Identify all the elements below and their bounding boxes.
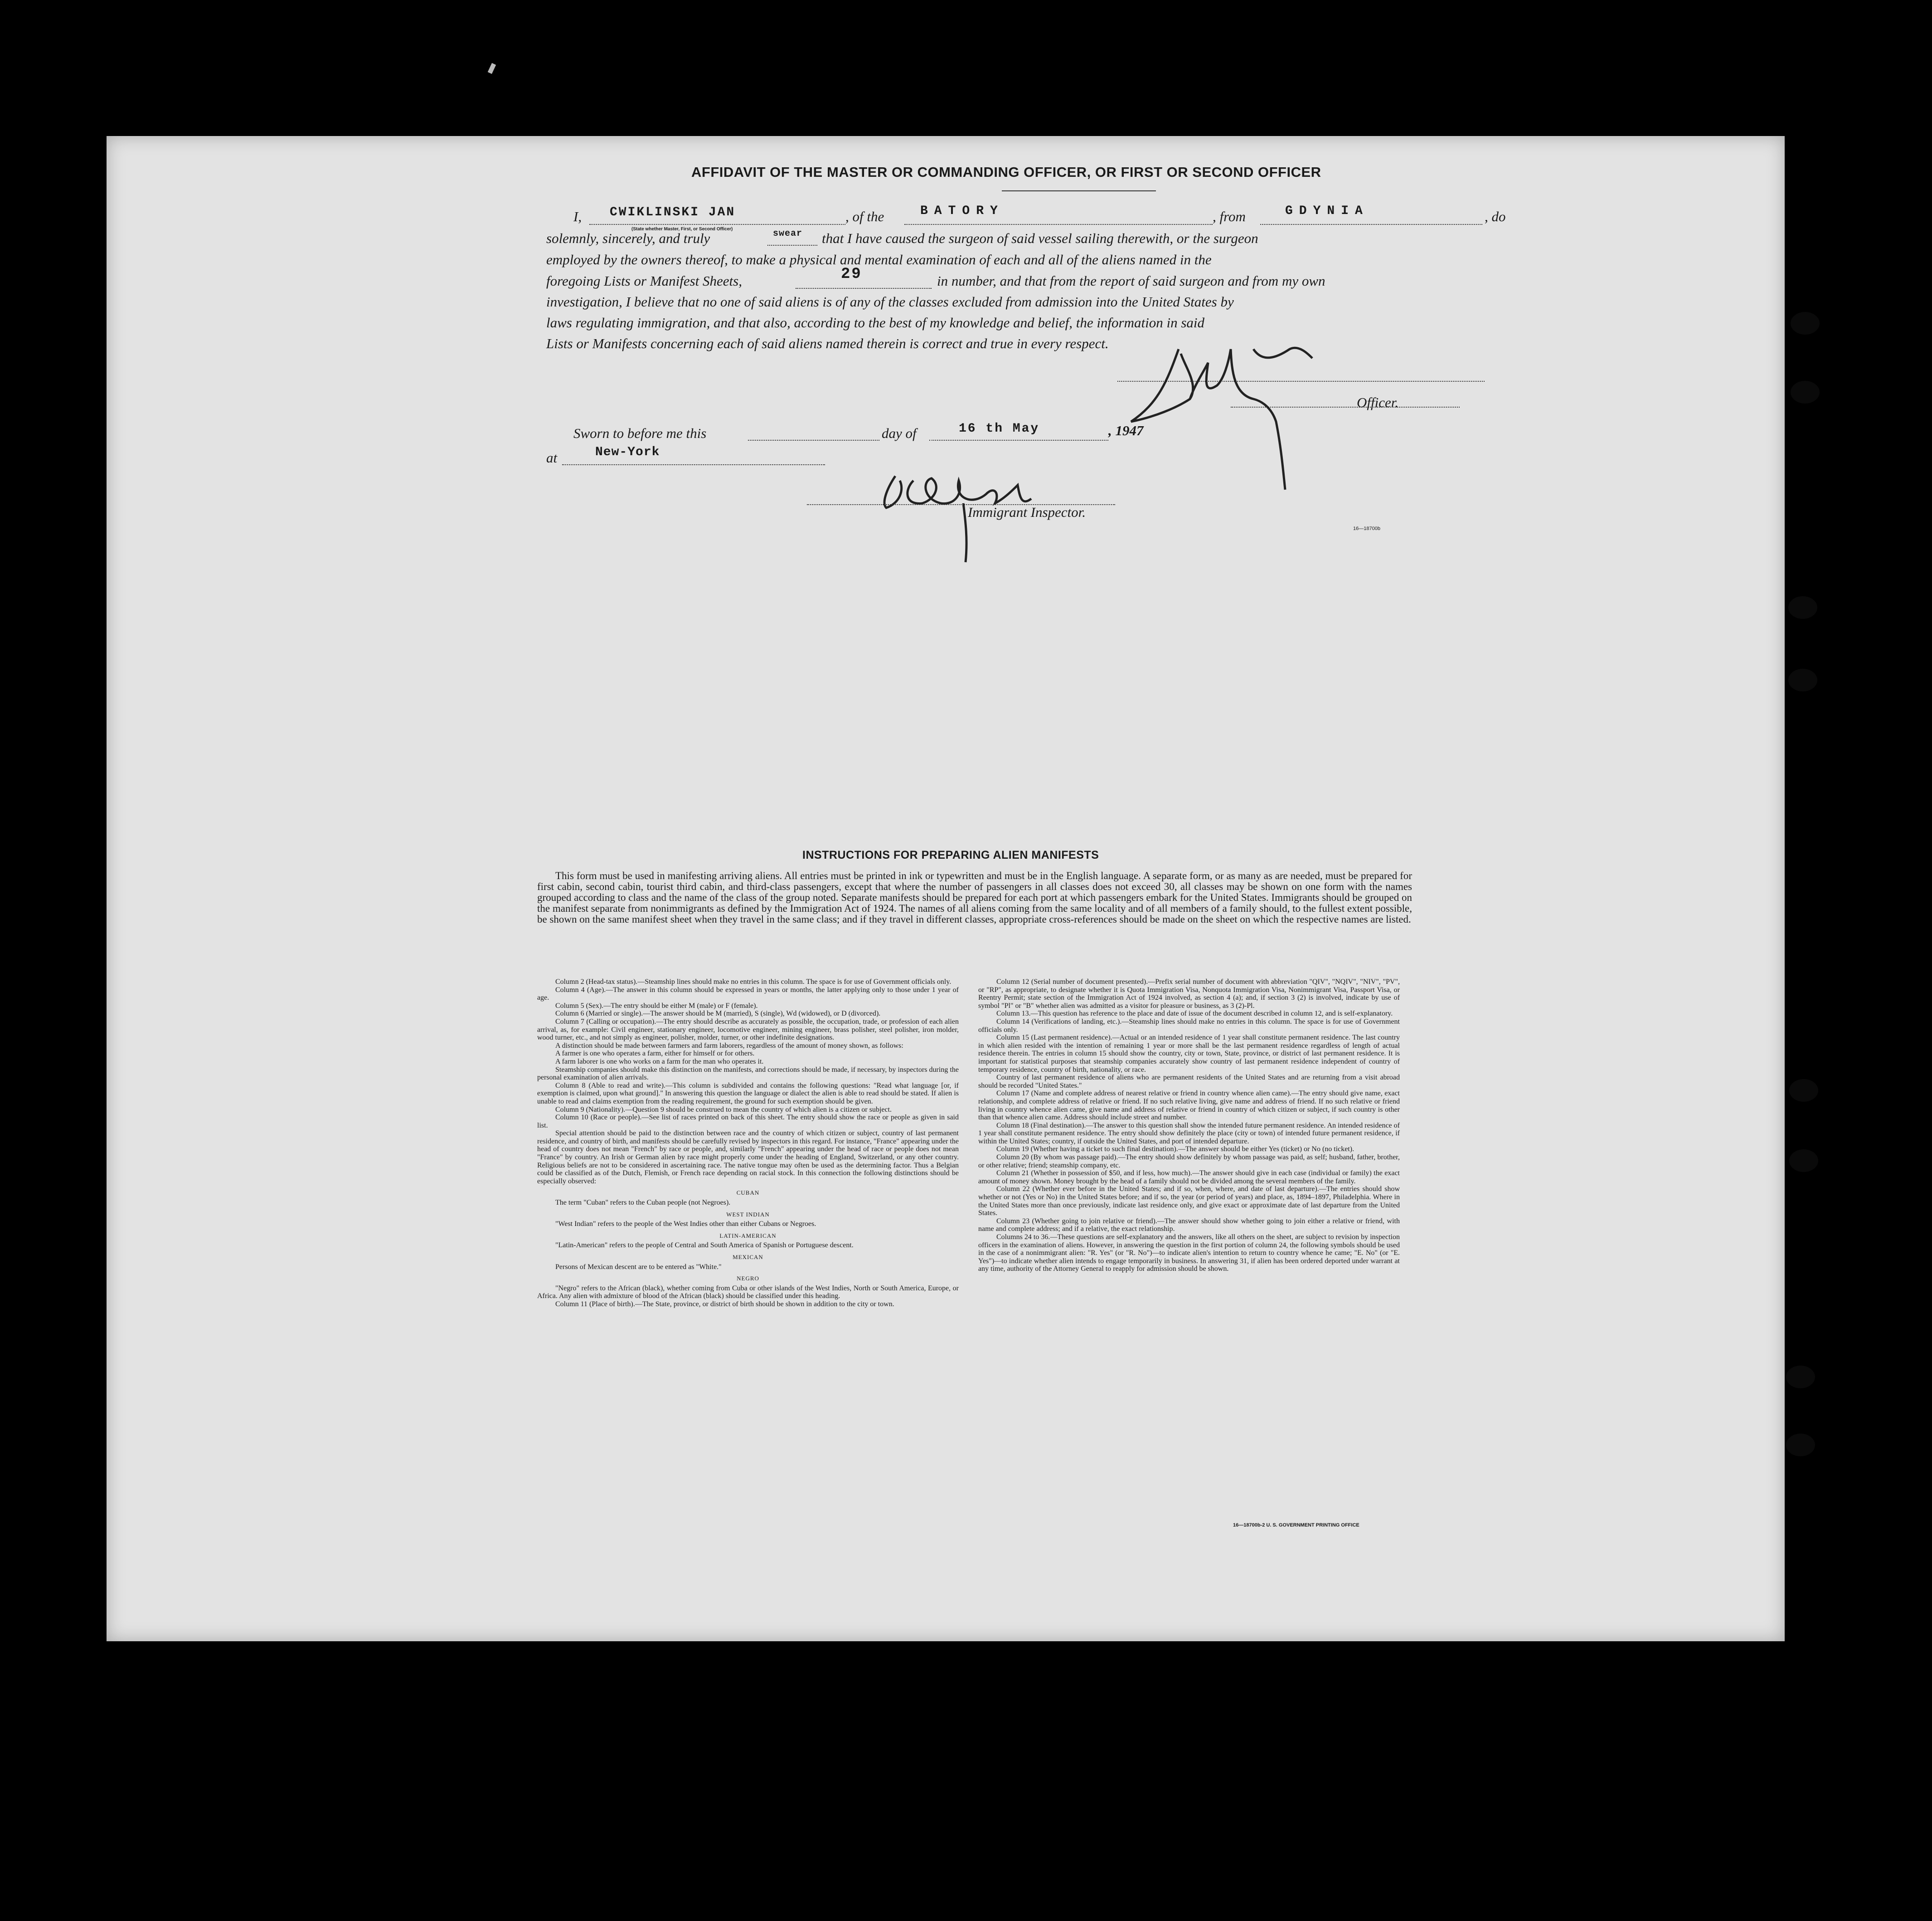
instruction-paragraph: Column 10 (Race or people).—See list of races printed on back of this sheet. The entry should show the race or people as given in said list. — [537, 1114, 959, 1129]
rank-note: (State whether Master, First, or Second Officer) — [631, 227, 733, 232]
port-line — [1260, 224, 1482, 225]
printing-office-footer: 16—18700b-2 U. S. GOVERNMENT PRINTING OFFICE — [1233, 1522, 1359, 1528]
negro-text: "Negro" refers to the African (black), whether coming from Cuba or other islands of the West Indies, North or South America, Europe, or Africa. Any alien with admixture of blood of the African (black) should be classified under this heading. — [537, 1284, 959, 1300]
instruction-paragraph: Column 23 (Whether going to join relative or friend).—The answer should show whether going to join either a relative or friend, with name and complete address; and if a relative, the exact relationship. — [978, 1217, 1400, 1233]
sworn-label: Sworn to before me this — [573, 425, 707, 441]
cuban-text: The term "Cuban" refers to the Cuban people (not Negroes). — [555, 1199, 731, 1207]
affidavit-line-4b: in number, and that from the report of said surgeon and from my own — [937, 273, 1325, 289]
instruction-paragraph: Column 5 (Sex).—The entry should be either M (male) or F (female). — [555, 1002, 758, 1010]
port-name: GDYNIA — [1285, 204, 1369, 218]
from-label: , from — [1213, 209, 1246, 224]
instruction-paragraph: Column 18 (Final destination).—The answer to this question shall show the intended future permanent residence. An intended residence of 1 year shall constitute permanent residence. The entry should show definitely the place (city or town) of intended future permanent residence, if within the United States; country, if outside the United States, and port of intended departure. — [978, 1121, 1400, 1145]
officer-name: CWIKLINSKI JAN — [610, 205, 736, 219]
date-line — [929, 440, 1108, 441]
affidavit-line-2a: solemnly, sincerely, and truly — [546, 230, 710, 246]
cuban-heading: CUBAN — [736, 1189, 760, 1196]
punch-hole — [1791, 312, 1820, 335]
mexican-heading: MEXICAN — [733, 1254, 763, 1260]
instruction-paragraph: Column 19 (Whether having a ticket to such final destination).—The answer should be either Yes (ticket) or No (no ticket). — [996, 1145, 1354, 1153]
instructions-right-column — [978, 978, 1400, 1273]
instruction-paragraph: A farm laborer is one who works on a farm for the man who operates it. — [555, 1057, 764, 1065]
vessel-name: BATORY — [920, 204, 1004, 218]
instruction-paragraph: A farmer is one who operates a farm, either for himself or for others. — [555, 1050, 755, 1058]
title-rule — [1002, 190, 1156, 191]
sworn-year: , 1947 — [1108, 423, 1144, 438]
place-line — [562, 464, 825, 465]
instruction-paragraph: Column 4 (Age).—The answer in this column should be expressed in years or months, the latter applying only to those under 1 year of age. — [537, 986, 959, 1002]
punch-hole — [1788, 669, 1817, 691]
inspector-label: Immigrant Inspector. — [968, 504, 1086, 520]
sworn-place: New-York — [595, 445, 660, 459]
affidavit-line-6: laws regulating immigration, and that also, according to the best of my knowledge and belief, the information in said — [546, 315, 1205, 331]
instructions-intro: This form must be used in manifesting arriving aliens. All entries must be printed in ink or typewritten and must be in the English language. A separate form, or as many as are needed, must be prepared for first cabin, second cabin, tourist third cabin, and third-class passengers, except that where the number of passengers in all classes does not exceed 30, all classes may be shown on one form with the names grouped according to class and the name of the class of the group noted. Separate manifests should be prepared for each port at which passengers embark for the United States. Immigrants should be grouped on the manifest separate from nonimmigrants as defined by the Immigration Act of 1924. The names of all aliens coming from the same locality and of all members of a family should, to the fullest extent possible, be shown on the same manifest sheet when they travel in the same class; and if they travel in different classes, appropriate cross-references should be made on the sheet on which the respective names are listed. — [537, 870, 1412, 925]
instruction-paragraph: Column 13.—This question has reference to the place and date of issue of the document described in column 12, and is self-explanatory. — [996, 1010, 1393, 1018]
instruction-paragraph: Column 12 (Serial number of document presented).—Prefix serial number of document with abbreviation "QIV", "NQIV", "NIV", "PV", or "RP", as appropriate, to designate whether it is Quota Immigration Visa, Nonquota Immigration Visa, Nonimmigrant Visa, Passport Visa, or Reentry Permit; state section of the Immigration Act of 1924 involved, as section 4 (a); and, if section 3 (2) is involved, indicate by use of symbol "Pl" or "B" whether alien was admitted as a visitor for pleasure or business, as 3 (2)-Pl. — [978, 978, 1400, 1010]
i-label: I, — [573, 209, 582, 224]
instruction-paragraph: Columns 24 to 36.—These questions are self-explanatory and the answers, like all others on the sheet, are subject to revision by inspection officers in the examination of aliens. However, in answering the question in the first portion of column 24, the following symbols should be used in the case of a nonimmigrant alien: "R. Yes" (or "R. No")—to indicate alien's intention to return to country whence he came; "E. No" (or "E. Yes")—to indicate whether alien intends to engage temporarily in business. In answering 31, if alien has been ordered deported under warrant at any time, authority of the Attorney General to reapply for admission should be shown. — [978, 1233, 1400, 1273]
officer-label: Officer. — [1357, 394, 1399, 410]
punch-hole — [1789, 1079, 1818, 1102]
vessel-line — [904, 224, 1213, 225]
at-label: at — [546, 450, 558, 466]
affidavit-line-5: investigation, I believe that no one of said aliens is of any of the classes excluded from admission into the United States by — [546, 294, 1234, 310]
column-11-text: Column 11 (Place of birth).—The State, province, or district of birth should be shown in addition to the city or town. — [555, 1300, 894, 1308]
of-the-label: , of the — [845, 209, 884, 224]
swear-word: swear — [773, 229, 803, 239]
instruction-paragraph: Column 7 (Calling or occupation).—The entry should describe as accurately as possible, the occupation, trade, or profession of each alien arrival, as, for example: Civil engineer, stationary engineer, locomotive engineer, mining engineer, brass polisher, steel polisher, iron molder, wood turner, etc., and not simply as engineer, polisher, molder, turner, or other indefinite designations. — [537, 1017, 959, 1042]
swear-line — [767, 245, 817, 246]
negro-heading: NEGRO — [737, 1275, 759, 1282]
punch-hole — [1786, 1366, 1815, 1388]
punch-hole — [1791, 381, 1820, 404]
instruction-paragraph: Column 20 (By whom was passage paid).—The entry should show definitely by whom passage was paid, as self; husband, father, brother, or other relative; friend; steamship company, etc. — [978, 1153, 1400, 1169]
instruction-paragraph: Column 14 (Verifications of landing, etc.).—Steamship lines should make no entries in this column. The space is for use of Government officials only. — [978, 1017, 1400, 1034]
punch-hole — [1786, 1434, 1815, 1456]
affidavit-line-4a: foregoing Lists or Manifest Sheets, — [546, 273, 742, 289]
instruction-paragraph: Column 6 (Married or single).—The answer should be M (married), S (single), Wd (widowed), or D (divorced). — [555, 1010, 881, 1018]
instruction-paragraph: A distinction should be made between farmers and farm laborers, regardless of the amount of money shown, as follows: — [555, 1041, 903, 1050]
sworn-day-line — [748, 440, 879, 441]
do-label: , do — [1485, 209, 1506, 224]
instruction-paragraph: Column 2 (Head-tax status).—Steamship lines should make no entries in this column. The space is for use of Government officials only. — [555, 978, 951, 986]
instruction-paragraph: Column 8 (Able to read and write).—This column is subdivided and contains the following questions: "Read what language [or, if exemption is claimed, upon what ground]." In answering this question the language or dialect the alien is able to read should be stated. If alien is unable to read and claims exemption from the reading requirement, the ground for such exemption should be given. — [537, 1081, 959, 1105]
form-number: 16—18700b — [1353, 526, 1380, 531]
punch-hole — [1789, 1149, 1818, 1172]
latin-american-heading: LATIN-AMERICAN — [719, 1232, 777, 1239]
instructions-title: INSTRUCTIONS FOR PREPARING ALIEN MANIFESTS — [802, 849, 1099, 861]
affidavit-line-2b: that I have caused the surgeon of said vessel sailing therewith, or the surgeon — [822, 230, 1258, 246]
instruction-paragraph: Column 21 (Whether in possession of $50, and if less, how much).—The answer should give in each case (individual or family) the exact amount of money shown. Money brought by the head of a family should not be divided among the several members of the family. — [978, 1169, 1400, 1185]
west-indian-text: "West Indian" refers to the people of the West Indies other than either Cubans or Negroes. — [555, 1220, 816, 1228]
officer-name-line — [589, 224, 845, 225]
west-indian-heading: WEST INDIAN — [726, 1211, 770, 1218]
sworn-date: 16 th May — [959, 422, 1040, 436]
instruction-paragraph: Column 17 (Name and complete address of nearest relative or friend in country whence alien came).—The entry should give name, exact relationship, and complete address of relative or friend. If no such relative living, give name and address of friend. If no such relative or friend living in country whence alien came, give name and address of relative or friend in country of which citizen or subject, if such country is other than that whence alien came. Address should include street and number. — [978, 1089, 1400, 1122]
officer-signature — [1126, 331, 1317, 496]
film-speck — [488, 63, 496, 74]
sheets-number: 29 — [841, 266, 862, 283]
mexican-text: Persons of Mexican descent are to be entered as "White." — [555, 1263, 722, 1271]
instruction-paragraph: Special attention should be paid to the distinction between race and the country of which citizen or subject, country of last permanent residence, and country of birth, and manifests should be carefully revised by inspectors in this regard. For instance, "France" appearing under the head of country does not mean "French" by race or people, and, similarly "French" appearing under the head of race or people does not mean "France" by country. An Irish or German alien by race might properly come under the heading of England, Switzerland, or any other country. Religious beliefs are not to be considered in ascertaining race. The native tongue may often be used as the determining factor. Thus a Belgian could be classified as of the Dutch, Flemish, or French race depending on racial stock. In this connection the following distinctions should be especially observed: — [537, 1129, 959, 1185]
instruction-paragraph: Column 15 (Last permanent residence).—Actual or an intended residence of 1 year shall constitute permanent residence. The last country in which alien resided with the intention of remaining 1 year or more shall be the last permanent residence regardless of length of actual residence therein. The entries in column 15 should show the country, city or town, State, province, or district of last permanent residence. It is important for statistical purposes that steamship companies accurately show country of last permanent residence independent of country of temporary residence, country of birth, nationality, or race. — [978, 1034, 1400, 1074]
instruction-paragraph: Steamship companies should make this distinction on the manifests, and corrections should be made, if necessary, by inspectors during the personal examination of alien arrivals. — [537, 1065, 959, 1082]
punch-hole — [1788, 596, 1817, 619]
affidavit-line-3: employed by the owners thereof, to make a physical and mental examination of each and all of the aliens named in the — [546, 252, 1212, 267]
day-of-label: day of — [882, 425, 917, 441]
instruction-paragraph: Country of last permanent residence of aliens who are permanent residents of the United States and are returning from a visit abroad should be recorded "United States." — [978, 1074, 1400, 1089]
affidavit-title: AFFIDAVIT OF THE MASTER OR COMMANDING OFFICER, OR FIRST OR SECOND OFFICER — [691, 164, 1321, 180]
latin-american-text: "Latin-American" refers to the people of Central and South America of Spanish or Portuguese descent. — [555, 1241, 854, 1250]
instruction-paragraph: Column 9 (Nationality).—Question 9 should be construed to mean the country of which alien is a citizen or subject. — [555, 1105, 892, 1114]
sheets-line — [796, 288, 932, 289]
affidavit-line-7: Lists or Manifests concerning each of said aliens named therein is correct and true in every respect. — [546, 336, 1109, 351]
instruction-paragraph: Column 22 (Whether ever before in the United States; and if so, when, where, and date of last departure).—The entries should show whether or not (Yes or No) in the United States before; and if so, the year (or period of years) and place, as, 1894–1897, Philadelphia. Where in the United States more than once previously, indicate last residence only, and give exact or approximate date of last departure from the United States. — [978, 1185, 1400, 1217]
instructions-left-column — [537, 978, 959, 1308]
